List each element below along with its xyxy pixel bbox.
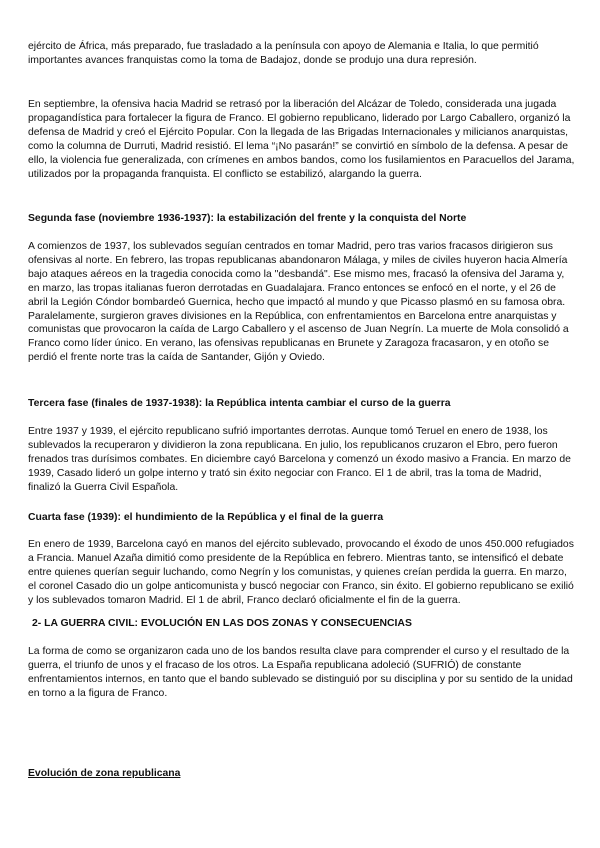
heading-zona-republicana: Evolución de zona republicana (28, 768, 181, 779)
heading-segunda-fase: Segunda fase (noviembre 1936-1937): la estabilización del frente y la conquista del Norte (28, 213, 467, 224)
heading-cuarta-fase: Cuarta fase (1939): el hundimiento de la República y el final de la guerra (28, 512, 384, 523)
heading-tercera-fase: Tercera fase (finales de 1937-1938): la República intenta cambiar el curso de la guerra (28, 398, 451, 409)
paragraph-intro: ejército de África, más preparado, fue trasladado a la península con apoyo de Alemania e Italia, lo que permitió importantes avances franquistas como la toma de Badajoz, donde se produjo una dura represión. (28, 41, 539, 66)
paragraph-segunda-fase: A comienzos de 1937, los sublevados seguían centrados en tomar Madrid, pero tras varios fracasos dirigieron sus ofensivas al norte. En febrero, las tropas republicanas abandonaron Málaga, y miles de civiles huyeron hacia Almería bajo ataques aéreos en la tragedia conocida como la "desbandá". Ese mismo mes, fracasó la ofensiva del Jarama y, en marzo, las tropas italianas fueron derrotadas en Guadalajara. Franco entonces se enfocó en el norte, y el 26 de abril la Legión Cóndor bombardeó Guernica, hecho que impactó al mundo y que Picasso plasmó en su famosa obra. Paralelamente, surgieron graves divisiones en la República, con enfrentamientos en Barcelona entre anarquistas y comunistas que provocaron la caída de Largo Caballero y el ascenso de Juan Negrín. La muerte de Mola consolidó a Franco como líder único. En verano, las ofensivas republicanas en Brunete y Zaragoza fracasaron, y en otoño se perdió el frente norte tras la caída de Santander, Gijón y Oviedo. (28, 241, 569, 364)
paragraph-section-2: La forma de como se organizaron cada uno de los bandos resulta clave para comprender el curso y el resultado de la guerra, el triunfo de unos y el fracaso de los otros. La España republicana adoleció (SUFRIÓ) de constante enfrentamientos internos, en tanto que el bando sublevado se distinguió por su disciplina y por su sentido de la unidad en torno a la figura de Franco. (28, 646, 573, 699)
paragraph-tercera-fase: Entre 1937 y 1939, el ejército republicano sufrió importantes derrotas. Aunque tomó Teruel en enero de 1938, los sublevados la recuperaron y dividieron la zona republicana. En julio, los republicanos cruzaron el Ebro, pero fueron frenados tras durísimos combates. En diciembre cayó Barcelona y comenzó un éxodo masivo a Francia. En marzo de 1939, Casado lideró un golpe interno y trató sin éxito negociar con Franco. El 1 de abril, tras la toma de Madrid, finalizó la Guerra Civil Española. (28, 426, 571, 493)
paragraph-cuarta-fase: En enero de 1939, Barcelona cayó en manos del ejército sublevado, provocando el éxodo de unos 450.000 refugiados a Francia. Manuel Azaña dimitió como presidente de la República en febrero. Mientras tanto, se intensificó el debate entre quienes querían seguir luchando, como Negrín y los comunistas, y quienes creían perdida la guerra. En marzo, el coronel Casado dio un golpe anticomunista y buscó negociar con Franco, sin éxito. El gobierno republicano se exilió y los sublevados tomaron Madrid. El 1 de abril, Franco declaró oficialmente el fin de la guerra. (28, 539, 574, 606)
paragraph-septiembre: En septiembre, la ofensiva hacia Madrid se retrasó por la liberación del Alcázar de Toledo, considerada una jugada propagandística para fortalecer la figura de Franco. El gobierno republicano, liderado por Largo Caballero, organizó la defensa de Madrid y creó el Ejército Popular. Con la llegada de las Brigadas Internacionales y milicianos anarquistas, como la columna de Durruti, Madrid resistió. El lema “¡No pasarán!” se convirtió en símbolo de la defensa. A pesar de ello, la violencia fue generalizada, con crímenes en ambos bandos, como los fusilamientos en Paracuellos del Jarama, utilizados por la propaganda franquista. El conflicto se estabilizó, alargando la guerra. (28, 99, 575, 180)
heading-section-2: 2- LA GUERRA CIVIL: EVOLUCIÓN EN LAS DOS ZONAS Y CONSECUENCIAS (32, 618, 412, 629)
